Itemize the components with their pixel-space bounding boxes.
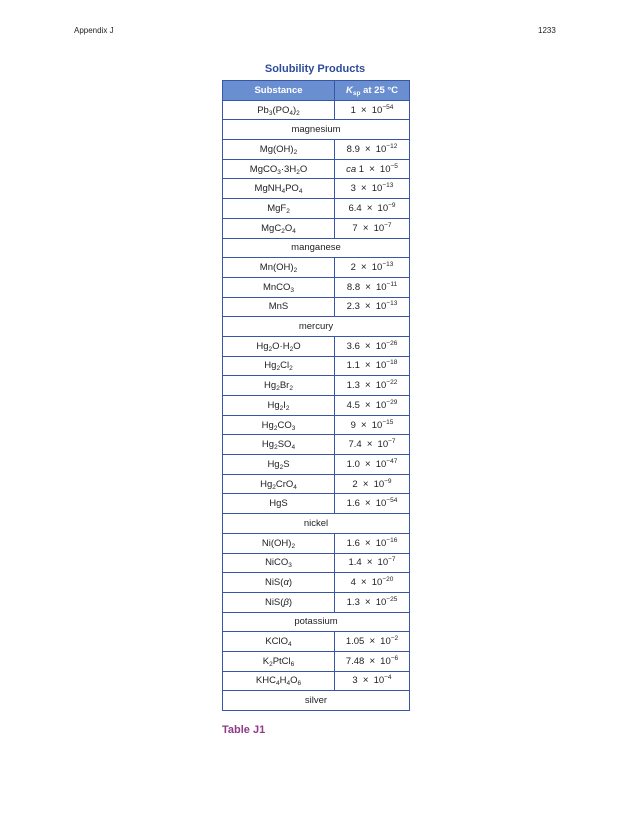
ksp-mantissa: 1.1 [346,360,360,372]
substance-formula [223,592,335,612]
running-header-section: Appendix J [74,26,114,35]
formula-text: KHC [255,675,276,687]
ksp-value [335,632,410,652]
group-label: mercury [223,317,410,337]
substance-formula [223,455,335,475]
ksp-value [335,218,410,238]
times-sign: × [364,301,371,313]
formula-subscript: 2 [276,365,281,373]
substance-formula [223,140,335,160]
formula-subscript: 2 [269,660,273,668]
times-sign: × [364,498,371,510]
substance-formula [223,671,335,691]
table-row [223,356,410,376]
ksp-exponent: −26 [386,339,398,347]
formula-subscript: 2 [285,404,290,412]
ksp-base: 10 [373,478,385,490]
ksp-mantissa: 7.4 [348,439,362,451]
ksp-mantissa: 1.0 [346,458,360,470]
formula-subscript: 4 [288,641,292,649]
table-row [223,632,410,652]
ksp-base: 10 [377,202,389,214]
formula-subscript: 4 [293,483,297,491]
formula-text: Hg [264,380,277,392]
ksp-exponent: −29 [386,398,398,406]
group-label: nickel [223,514,410,534]
table-row [223,218,410,238]
times-sign: × [369,655,376,667]
ksp-base: 10 [371,183,383,195]
ksp-symbol: K [345,84,353,96]
formula-subscript: 2 [279,463,284,471]
ksp-value [335,100,410,120]
formula-subscript: 6 [290,660,295,668]
formula-text: K [262,655,270,667]
group-row [223,238,410,258]
ksp-subscript: sp [352,89,361,97]
ksp-exponent: −13 [382,261,394,269]
ksp-base: 10 [375,143,387,155]
formula-subscript: 2 [276,385,280,393]
table-row [223,651,410,671]
substance-formula [223,396,335,416]
times-sign: × [366,202,373,214]
ksp-value [335,336,410,356]
formula-text: NiS( [264,596,284,608]
table-row [223,435,410,455]
ksp-base: 10 [375,340,387,352]
group-label: manganese [223,238,410,258]
formula-subscript: 2 [274,444,278,452]
formula-subscript: 4 [291,444,296,452]
table-row [223,376,410,396]
substance-formula [223,533,335,553]
substance-formula [223,415,335,435]
formula-italic: β [283,596,289,608]
ksp-exponent: −11 [386,280,398,288]
table-row [223,415,410,435]
formula-subscript: 2 [293,148,298,156]
ksp-base: 10 [375,380,387,392]
times-sign: × [369,636,376,648]
group-row [223,691,410,711]
formula-subscript: 3 [268,109,273,117]
ksp-exponent: −54 [386,497,398,505]
formula-text: MgC [261,222,282,234]
ksp-prefix: ca [346,163,357,175]
substance-formula [223,435,335,455]
formula-subscript: 2 [289,385,293,393]
substance-formula [223,573,335,593]
formula-text: I [283,399,286,411]
substance-formula [223,100,335,120]
ksp-value [335,415,410,435]
table-row [223,179,410,199]
ksp-mantissa: 3.6 [346,340,360,352]
formula-subscript: 2 [286,207,290,215]
ksp-mantissa: 9 [350,419,356,431]
formula-subscript: 2 [296,109,300,117]
ksp-base: 10 [371,104,383,116]
ksp-value [335,573,410,593]
substance-formula [223,494,335,514]
table-row [223,100,410,120]
formula-subscript: 4 [286,680,291,688]
ksp-value [335,435,410,455]
formula-subscript: 3 [290,286,295,294]
formula-subscript: 2 [268,345,273,353]
ksp-mantissa: 2 [350,262,356,274]
table-row [223,474,410,494]
table-row [223,592,410,612]
substance-formula [223,218,335,238]
formula-subscript: 6 [297,680,302,688]
times-sign: × [364,596,371,608]
formula-subscript: 3 [288,562,292,570]
times-sign: × [360,419,367,431]
formula-text: PO [285,183,299,195]
group-row [223,514,410,534]
ksp-exponent: −12 [386,142,398,150]
ksp-value [335,159,410,179]
formula-subscript: 2 [289,345,294,353]
formula-text: ) [288,577,293,589]
ksp-mantissa: 4.5 [346,399,360,411]
formula-text: Hg [260,478,273,490]
ksp-value [335,671,410,691]
ksp-exponent: −47 [386,457,398,465]
times-sign: × [360,183,367,195]
formula-text: O [284,222,293,234]
formula-subscript: 4 [298,188,303,196]
substance-formula [223,297,335,317]
ksp-value [335,258,410,278]
ksp-mantissa: 1.4 [348,557,362,569]
ksp-header-rest: at 25 °C [360,84,399,96]
table-row [223,553,410,573]
formula-text: ) [288,596,293,608]
formula-text: Ni(OH) [261,537,292,549]
ksp-exponent: −7 [388,556,396,564]
formula-text: NiCO [265,557,289,569]
ksp-base: 10 [375,596,387,608]
ksp-base: 10 [377,557,389,569]
times-sign: × [362,478,369,490]
ksp-base: 10 [375,301,387,313]
ksp-mantissa: 3 [352,675,358,687]
times-sign: × [362,675,369,687]
ksp-exponent: −9 [384,477,392,485]
substance-formula [223,258,335,278]
formula-text: ·3H [280,163,297,175]
formula-text: NiS( [264,577,284,589]
ksp-header [335,81,410,101]
ksp-mantissa: 2 [352,478,358,490]
ksp-value [335,592,410,612]
ksp-value [335,297,410,317]
ksp-mantissa: 4 [350,577,356,589]
ksp-exponent: −9 [388,201,396,209]
table-row [223,336,410,356]
ksp-exponent: −7 [384,221,392,229]
ksp-exponent: −18 [386,359,398,367]
formula-text: Mg(OH) [259,143,294,155]
formula-subscript: 4 [289,109,293,117]
ksp-mantissa: 3 [350,183,356,195]
ksp-mantissa: 1.6 [346,498,360,510]
formula-text: O [293,340,301,352]
times-sign: × [360,262,367,274]
formula-text: S [283,458,290,470]
substance-formula [223,632,335,652]
ksp-value [335,140,410,160]
formula-subscript: 2 [272,483,276,491]
ksp-exponent: −7 [388,438,396,446]
formula-text: (PO [272,104,290,116]
ksp-mantissa: 8.8 [346,281,361,293]
formula-subscript: 2 [279,404,284,412]
formula-text: MgNH [254,183,282,195]
formula-text: MnCO [262,281,291,293]
table-row [223,494,410,514]
formula-text: O [290,675,298,687]
table-row [223,199,410,219]
ksp-exponent: −4 [384,674,392,682]
ksp-value [335,277,410,297]
group-label: silver [223,691,410,711]
times-sign: × [366,439,373,451]
formula-text: MgF [267,202,287,214]
ksp-value [335,553,410,573]
times-sign: × [364,143,371,155]
times-sign: × [360,577,367,589]
ksp-base: 10 [371,262,383,274]
times-sign: × [364,537,371,549]
times-sign: × [364,360,371,372]
group-row [223,317,410,337]
ksp-mantissa: 2.3 [346,301,360,313]
times-sign: × [360,104,367,116]
substance-formula [223,651,335,671]
formula-subscript: 2 [289,365,293,373]
substance-formula [223,199,335,219]
ksp-value [335,455,410,475]
times-sign: × [365,281,371,293]
ksp-base: 10 [375,399,387,411]
ksp-base: 10 [379,163,391,175]
formula-text: Br [279,380,290,392]
formula-text: H [279,675,287,687]
formula-subscript: 2 [296,168,300,176]
formula-subscript: 2 [273,424,278,432]
ksp-value [335,494,410,514]
ksp-base: 10 [375,281,387,293]
ksp-value [335,533,410,553]
formula-text: SO [277,439,292,451]
ksp-base: 10 [375,360,387,372]
ksp-mantissa: 1.3 [346,596,360,608]
formula-text: CO [277,419,292,431]
ksp-exponent: −22 [386,379,398,387]
group-row [223,120,410,140]
ksp-mantissa: 1.3 [346,380,360,392]
formula-text: Pb [257,104,269,116]
formula-text: Hg [264,360,277,372]
formula-subscript: 2 [281,227,285,235]
table-row [223,297,410,317]
formula-subscript: 2 [293,267,298,275]
formula-text: Hg [261,439,275,451]
formula-text: HgS [269,498,288,510]
table-body [223,100,410,710]
formula-text: Hg [267,399,280,411]
ksp-value [335,376,410,396]
substance-formula [223,159,335,179]
ksp-value [335,651,410,671]
formula-text: Hg [256,340,269,352]
ksp-base: 10 [375,537,387,549]
group-row [223,612,410,632]
ksp-base: 10 [371,419,383,431]
ksp-mantissa: 1 [358,163,365,175]
table-caption: Table J1 [222,724,266,736]
ksp-exponent: −25 [386,595,398,603]
ksp-base: 10 [373,222,385,234]
ksp-value [335,199,410,219]
times-sign: × [369,163,375,175]
ksp-value [335,356,410,376]
formula-text: ) [292,104,297,116]
ksp-exponent: −2 [390,635,399,643]
group-label: magnesium [223,120,410,140]
formula-text: CrO [275,478,294,490]
substance-formula [223,376,335,396]
ksp-base: 10 [373,675,385,687]
ksp-mantissa: 1.05 [345,636,365,648]
ksp-exponent: −54 [382,103,394,111]
ksp-base: 10 [375,498,387,510]
table-title: Solubility Products [264,63,366,75]
formula-italic: α [283,577,289,589]
ksp-value [335,396,410,416]
times-sign: × [362,222,369,234]
table-row [223,455,410,475]
ksp-base: 10 [377,439,389,451]
times-sign: × [364,380,371,392]
ksp-base: 10 [371,577,383,589]
times-sign: × [364,399,371,411]
substance-formula [223,336,335,356]
ksp-exponent: −5 [390,162,398,170]
solubility-table [222,80,410,711]
substance-formula [223,277,335,297]
formula-text: Cl [280,360,290,372]
formula-subscript: 4 [292,227,296,235]
ksp-exponent: −15 [382,418,394,426]
ksp-exponent: −6 [390,654,399,662]
substance-formula [223,474,335,494]
table-row [223,159,410,179]
times-sign: × [364,458,371,470]
group-label: potassium [223,612,410,632]
substance-formula [223,356,335,376]
formula-text: PtCl [272,655,291,667]
ksp-mantissa: 7.48 [345,655,365,667]
ksp-mantissa: 6.4 [348,202,362,214]
formula-text: O·H [272,340,290,352]
formula-text: KClO [265,636,289,648]
formula-subscript: 4 [275,680,280,688]
formula-text: Mn(OH) [259,262,294,274]
ksp-exponent: −13 [386,300,398,308]
page-number: 1233 [538,26,556,35]
formula-text: O [299,163,308,175]
formula-text: MgCO [249,163,278,175]
ksp-base: 10 [380,636,391,648]
table-header-row [223,81,410,101]
ksp-exponent: −13 [382,182,394,190]
table-row [223,533,410,553]
table-row [223,277,410,297]
ksp-exponent: −16 [386,536,398,544]
formula-subscript: 3 [277,168,281,176]
ksp-exponent: −20 [382,576,394,584]
ksp-base: 10 [380,655,391,667]
table-row [223,396,410,416]
ksp-mantissa: 7 [352,222,358,234]
formula-text: MnS [268,301,289,313]
formula-subscript: 4 [281,188,286,196]
ksp-mantissa: 1 [350,104,356,116]
table-row [223,140,410,160]
table-row [223,573,410,593]
substance-header: Substance [223,81,335,101]
ksp-value [335,179,410,199]
times-sign: × [364,340,371,352]
times-sign: × [366,557,373,569]
substance-formula [223,179,335,199]
formula-text: Hg [267,458,280,470]
table-row [223,258,410,278]
ksp-base: 10 [375,458,387,470]
formula-subscript: 3 [291,424,296,432]
ksp-value [335,474,410,494]
ksp-mantissa: 1.6 [346,537,360,549]
formula-text: Hg [261,419,274,431]
substance-formula [223,553,335,573]
table-row [223,671,410,691]
ksp-mantissa: 8.9 [346,143,360,155]
formula-subscript: 2 [291,542,296,550]
